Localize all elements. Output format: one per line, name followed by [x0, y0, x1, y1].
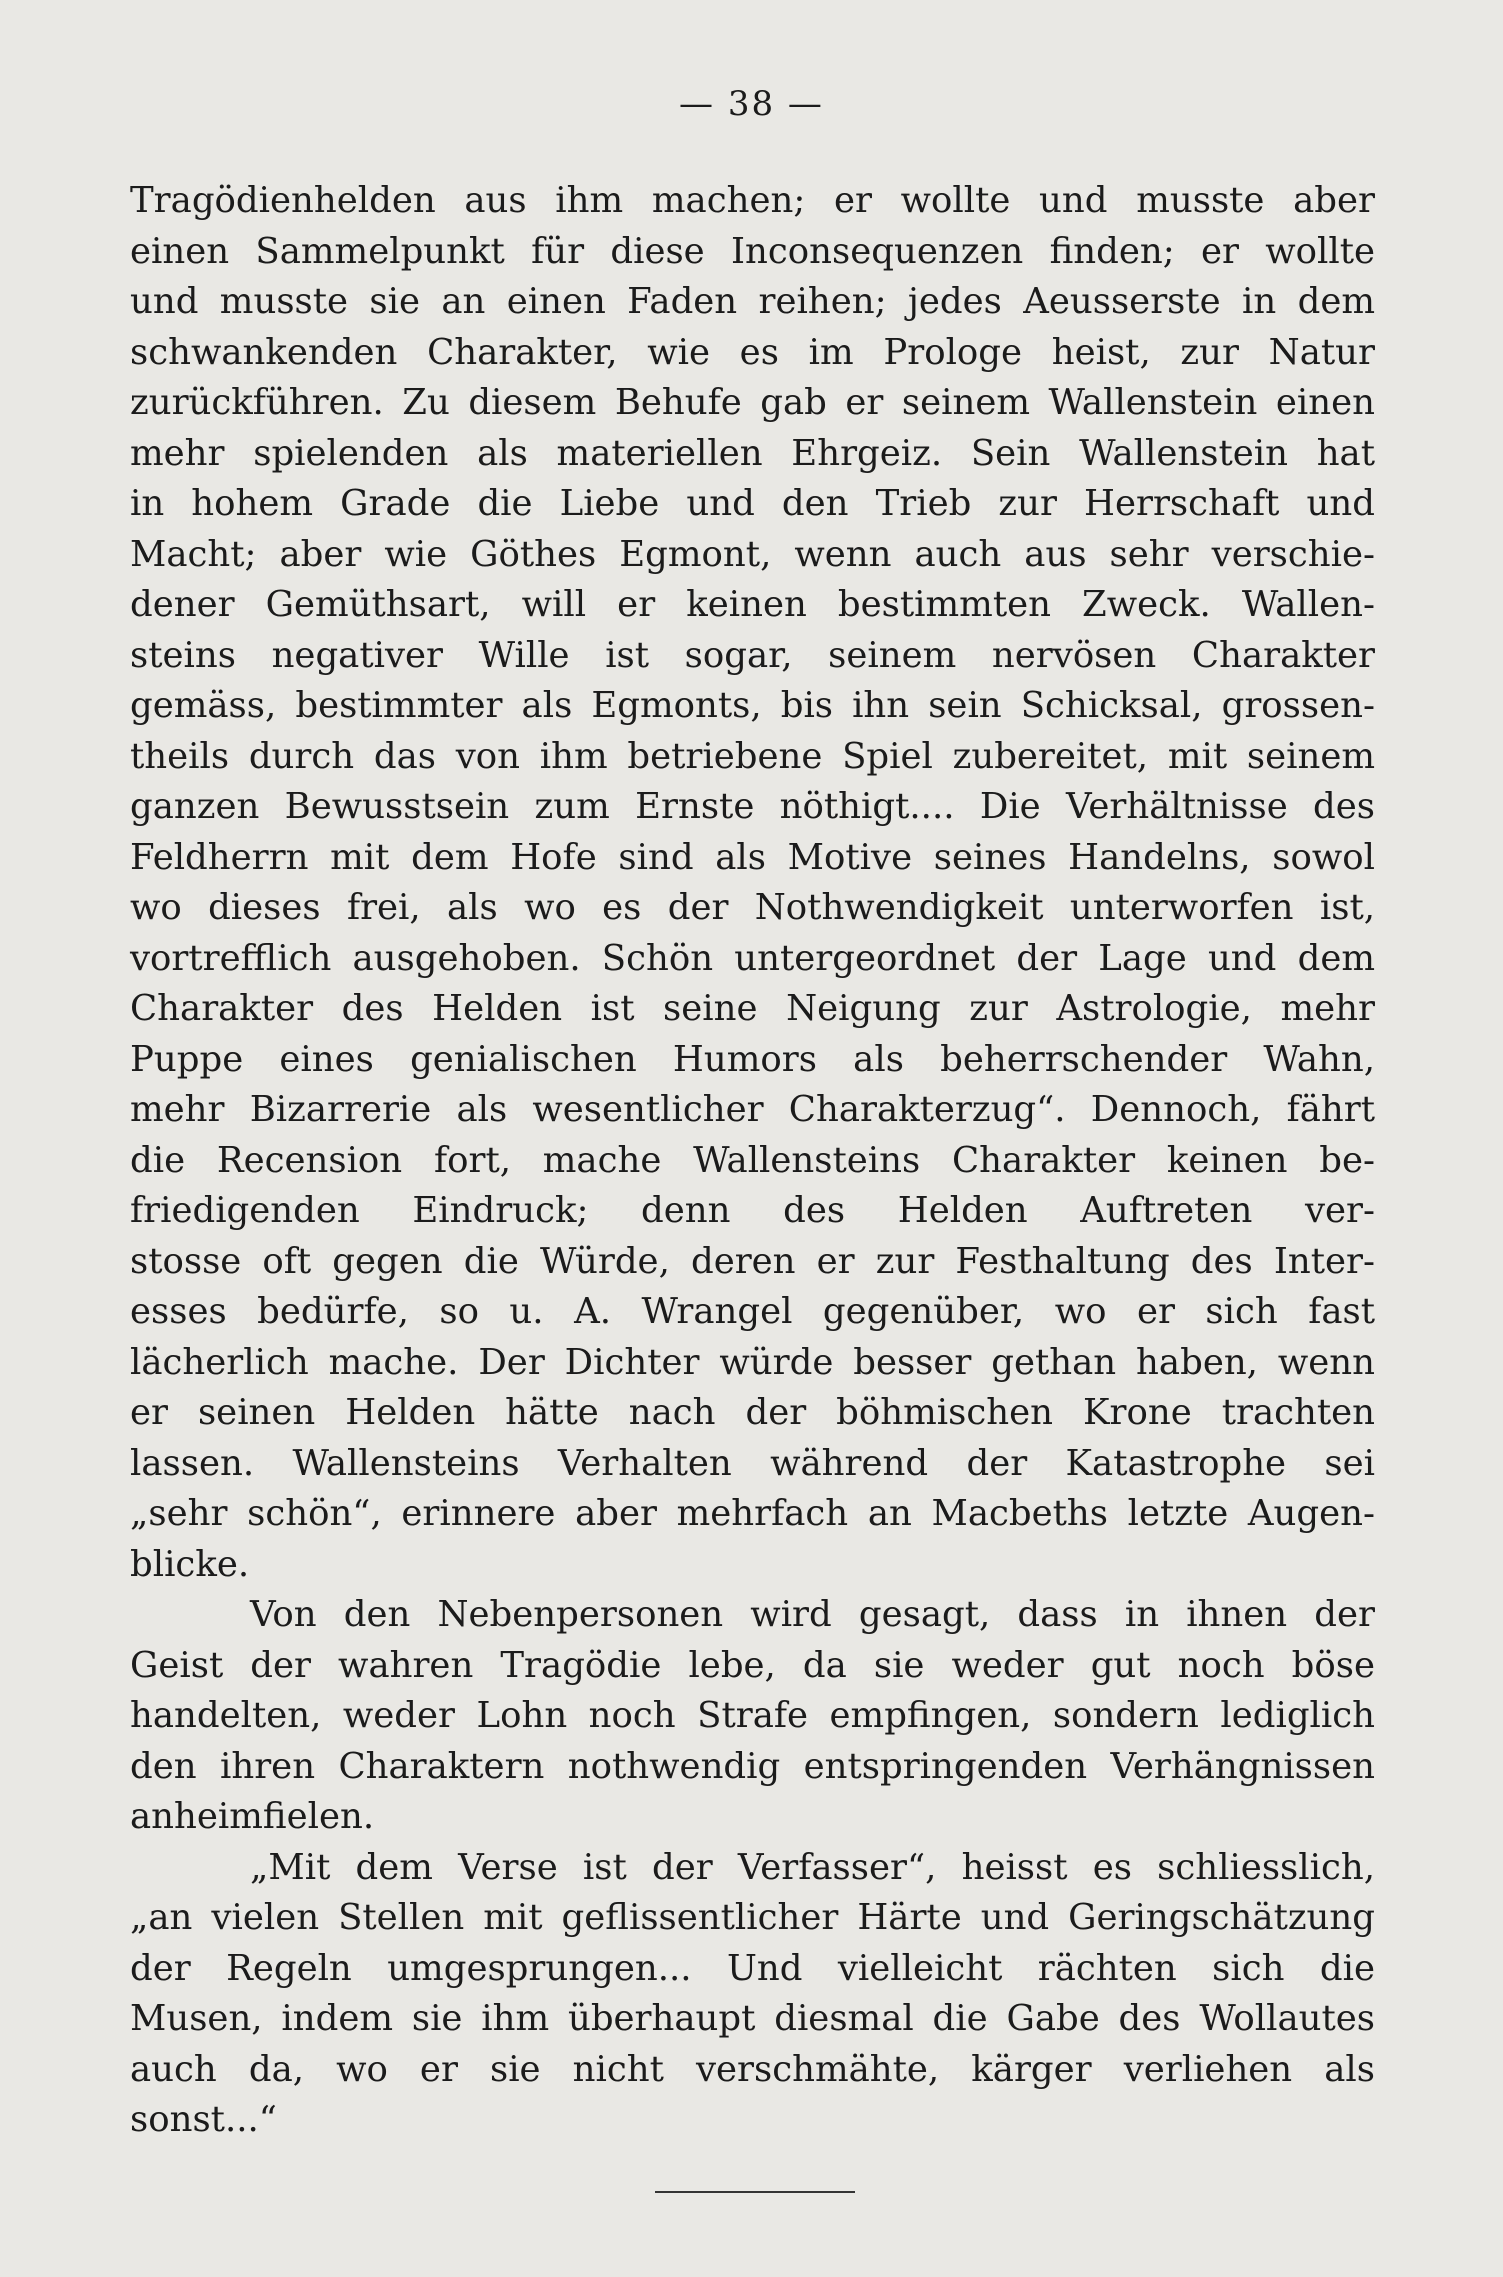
text-line: Musen, indem sie ihm überhaupt diesmal die Gabe des Wollautes: [130, 1998, 1375, 2039]
text-line: vortrefflich ausgehoben. Schön untergeordnet der Lage und dem: [130, 937, 1375, 979]
text-line: der Regeln umgesprungen... Und vielleicht rächten sich die: [130, 1947, 1375, 1989]
text-line: lassen. Wallensteins Verhalten während der Katastrophe sei: [130, 1442, 1375, 1484]
text-line: Charakter des Helden ist seine Neigung zur Astrologie, mehr: [130, 988, 1375, 1029]
text-line: in hohem Grade die Liebe und den Trieb zur Herrschaft und: [130, 483, 1375, 524]
text-line: auch da, wo er sie nicht verschmähte, kärger verliehen als: [130, 2048, 1375, 2090]
text-line: „sehr schön“, erinnere aber mehrfach an Macbeths letzte Augen-: [130, 1493, 1375, 1534]
text-line: theils durch das von ihm betriebene Spiel zubereitet, mit seinem: [130, 735, 1375, 777]
page-number: — 38 —: [679, 84, 824, 124]
text-line: Von den Nebenpersonen wird gesagt, dass in ihnen der: [250, 1594, 1375, 1635]
text-line: Macht; aber wie Göthes Egmont, wenn auch aus sehr verschie-: [130, 533, 1375, 575]
text-line: anheimfielen.: [130, 1796, 375, 1837]
text-line: er seinen Helden hätte nach der böhmischen Krone trachten: [130, 1392, 1375, 1433]
text-line: schwankenden Charakter, wie es im Prologe heist, zur Natur: [130, 331, 1375, 373]
text-line: die Recension fort, mache Wallensteins Charakter keinen be-: [130, 1139, 1375, 1181]
text-line: „an vielen Stellen mit geflissentlicher Härte und Geringschätzung: [130, 1897, 1375, 1938]
text-line: handelten, weder Lohn noch Strafe empfingen, sondern lediglich: [130, 1695, 1375, 1736]
text-line: esses bedürfe, so u. A. Wrangel gegenüber, wo er sich fast: [130, 1291, 1375, 1332]
text-line: steins negativer Wille ist sogar, seinem nervösen Charakter: [130, 634, 1375, 676]
text-line: den ihren Charaktern nothwendig entspringenden Verhängnissen: [130, 1745, 1375, 1787]
text-line: Tragödienhelden aus ihm machen; er wollte und musste aber: [130, 180, 1375, 221]
text-line: mehr Bizarrerie als wesentlicher Charakterzug“. Dennoch, fährt: [130, 1089, 1375, 1130]
text-line: Feldherrn mit dem Hofe sind als Motive seines Handelns, sowol: [130, 836, 1375, 878]
text-line: „Mit dem Verse ist der Verfasser“, heisst es schliesslich,: [250, 1846, 1375, 1888]
text-line: einen Sammelpunkt für diese Inconsequenzen finden; er wollte: [130, 230, 1375, 272]
text-line: zurückführen. Zu diesem Behufe gab er seinem Wallenstein einen: [130, 382, 1375, 423]
text-line: dener Gemüthsart, will er keinen bestimmten Zweck. Wallen-: [130, 584, 1375, 625]
text-line: friedigenden Eindruck; denn des Helden Auftreten ver-: [130, 1190, 1375, 1231]
text-line: stosse oft gegen die Würde, deren er zur Festhaltung des Inter-: [130, 1240, 1375, 1282]
text-line: blicke.: [130, 1543, 250, 1585]
text-line: mehr spielenden als materiellen Ehrgeiz. Sein Wallenstein hat: [130, 432, 1375, 474]
end-rule: [655, 2191, 855, 2193]
text-line: und musste sie an einen Faden reihen; jedes Aeusserste in dem: [130, 281, 1375, 322]
body-text: [130, 176, 1375, 2146]
text-line: gemäss, bestimmter als Egmonts, bis ihn sein Schicksal, grossen-: [130, 685, 1375, 726]
text-line: ganzen Bewusstsein zum Ernste nöthigt.... Die Verhältnisse des: [130, 786, 1375, 827]
text-line: wo dieses frei, als wo es der Nothwendigkeit unterworfen ist,: [130, 887, 1375, 928]
text-line: lächerlich mache. Der Dichter würde besser gethan haben, wenn: [130, 1341, 1375, 1383]
text-line: Geist der wahren Tragödie lebe, da sie weder gut noch böse: [130, 1644, 1375, 1686]
text-line: sonst...“: [130, 2099, 277, 2140]
text-line: Puppe eines genialischen Humors als beherrschender Wahn,: [130, 1038, 1375, 1080]
